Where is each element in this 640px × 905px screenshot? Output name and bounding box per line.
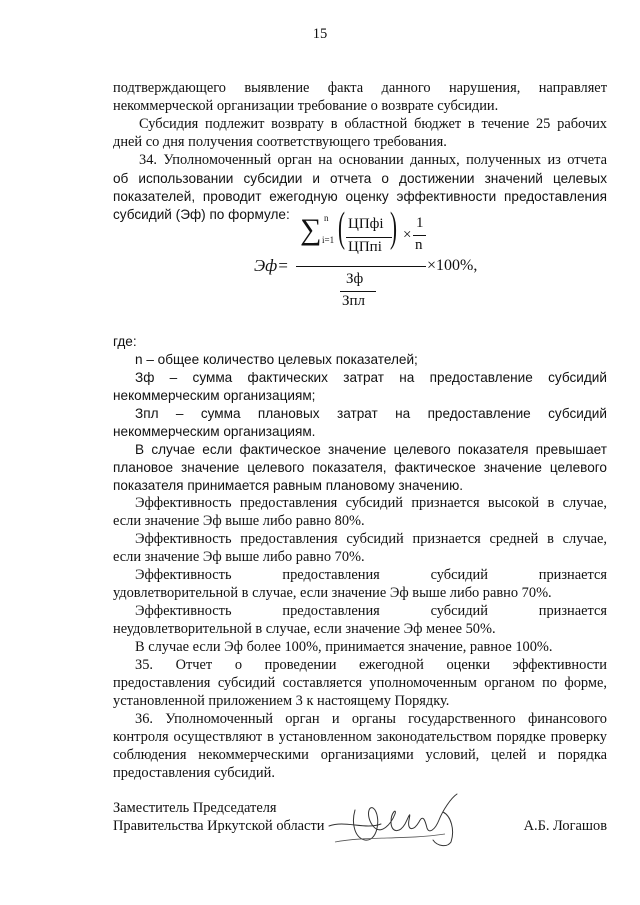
paragraph-line: Субсидия подлежит возврату в областной бюджет в течение 25 рабочих bbox=[139, 116, 607, 132]
page-number: 15 bbox=[312, 26, 328, 42]
paragraph-line: Эффективность предоставления субсидий признается bbox=[135, 603, 607, 619]
signatory-title: Заместитель Председателя bbox=[113, 800, 277, 816]
efficiency-formula bbox=[254, 205, 516, 321]
paragraph-line: показателей, проводит ежегодную оценку эффективности предоставления bbox=[113, 189, 607, 204]
paragraph-line: об использовании субсидии и отчета о достижении значений целевых bbox=[113, 171, 607, 186]
where-label: где: bbox=[113, 334, 137, 349]
fact-costs-symbol: Зф bbox=[346, 271, 364, 287]
paragraph-line: субсидий (Эф) по формуле: bbox=[113, 207, 290, 222]
right-paren: ) bbox=[390, 205, 397, 251]
fraction-denominator: ЦПпi bbox=[348, 239, 382, 255]
paragraph-line: если значение Эф выше либо равно 70%. bbox=[113, 549, 365, 565]
paragraph-line: В случае если Эф более 100%, принимается значение, равное 100%. bbox=[135, 639, 553, 655]
formula-lhs: Эф= bbox=[254, 256, 289, 275]
paragraph-line: удовлетворительной в случае, если значение Эф выше либо равно 70%. bbox=[113, 585, 552, 601]
signatory-name: А.Б. Логашов bbox=[523, 818, 607, 834]
paragraph-line: Эффективность предоставления субсидий признается средней в случае, bbox=[135, 531, 607, 547]
n-denominator: n bbox=[415, 237, 423, 253]
paragraph-line: некоммерческой организации требование о возврате субсидии. bbox=[113, 98, 499, 114]
paragraph-line: установленной приложением 3 к настоящему Порядку. bbox=[113, 693, 450, 709]
left-paren: ( bbox=[338, 205, 345, 251]
definition-zf: Зф – сумма фактических затрат на предоставление субсидий bbox=[135, 370, 607, 385]
paragraph-line: В случае если фактическое значение целевого показателя превышает bbox=[135, 442, 607, 457]
paragraph-line: подтверждающего выявление факта данного нарушения, направляет bbox=[113, 80, 607, 96]
main-fraction-bar bbox=[296, 266, 426, 267]
paragraph-line: Эффективность предоставления субсидий признается высокой в случае, bbox=[135, 495, 607, 511]
handwritten-signature bbox=[325, 790, 485, 850]
multiply-sign: × bbox=[403, 227, 412, 243]
paragraph-line: контроля осуществляют в установленном законодательством порядке проверку bbox=[113, 729, 607, 745]
paragraph-line: 34. Уполномоченный орган на основании данных, полученных из отчета bbox=[139, 152, 607, 168]
definition-zpl-cont: некоммерческим организациям. bbox=[113, 424, 316, 439]
signatory-title-cont: Правительства Иркутской области bbox=[113, 818, 325, 834]
definition-zf-cont: некоммерческим организациям; bbox=[113, 388, 316, 403]
definition-zpl: Зпл – сумма плановых затрат на предоставление субсидий bbox=[135, 406, 607, 421]
one-numerator: 1 bbox=[416, 215, 424, 231]
sum-lower-limit: i=1 bbox=[322, 235, 335, 245]
paragraph-line: 35. Отчет о проведении ежегодной оценки эффективности bbox=[135, 657, 607, 673]
fraction-numerator: ЦПфi bbox=[348, 216, 384, 232]
paragraph-line: если значение Эф выше либо равно 80%. bbox=[113, 513, 365, 529]
paragraph-line: предоставления субсидий составляется уполномоченным органом по форме, bbox=[113, 675, 607, 691]
one-over-n-bar bbox=[413, 235, 426, 236]
paragraph-line: Эффективность предоставления субсидий признается bbox=[135, 567, 607, 583]
plan-costs-symbol: Зпл bbox=[342, 293, 366, 309]
paragraph-line: показателя принимается равным плановому значению. bbox=[113, 478, 464, 493]
sigma-symbol: ∑ bbox=[300, 213, 322, 246]
definition-n: n – общее количество целевых показателей; bbox=[135, 352, 418, 367]
paragraph-line: соблюдения некоммерческими организациями условий, целей и порядка bbox=[113, 747, 607, 763]
times-100-percent: ×100%, bbox=[427, 257, 478, 274]
paragraph-line: неудовлетворительной в случае, если значение Эф менее 50%. bbox=[113, 621, 496, 637]
paragraph-line: дней со дня получения соответствующего требования. bbox=[113, 134, 447, 150]
paragraph-line: 36. Уполномоченный орган и органы государственного финансового bbox=[135, 711, 607, 727]
paragraph-line: плановое значение целевого показателя, фактическое значение целевого bbox=[113, 460, 607, 475]
paragraph-line: предоставления субсидий. bbox=[113, 765, 275, 781]
sum-upper-limit: n bbox=[324, 213, 329, 223]
fraction-bar bbox=[346, 237, 392, 238]
costs-fraction-bar bbox=[340, 291, 376, 292]
